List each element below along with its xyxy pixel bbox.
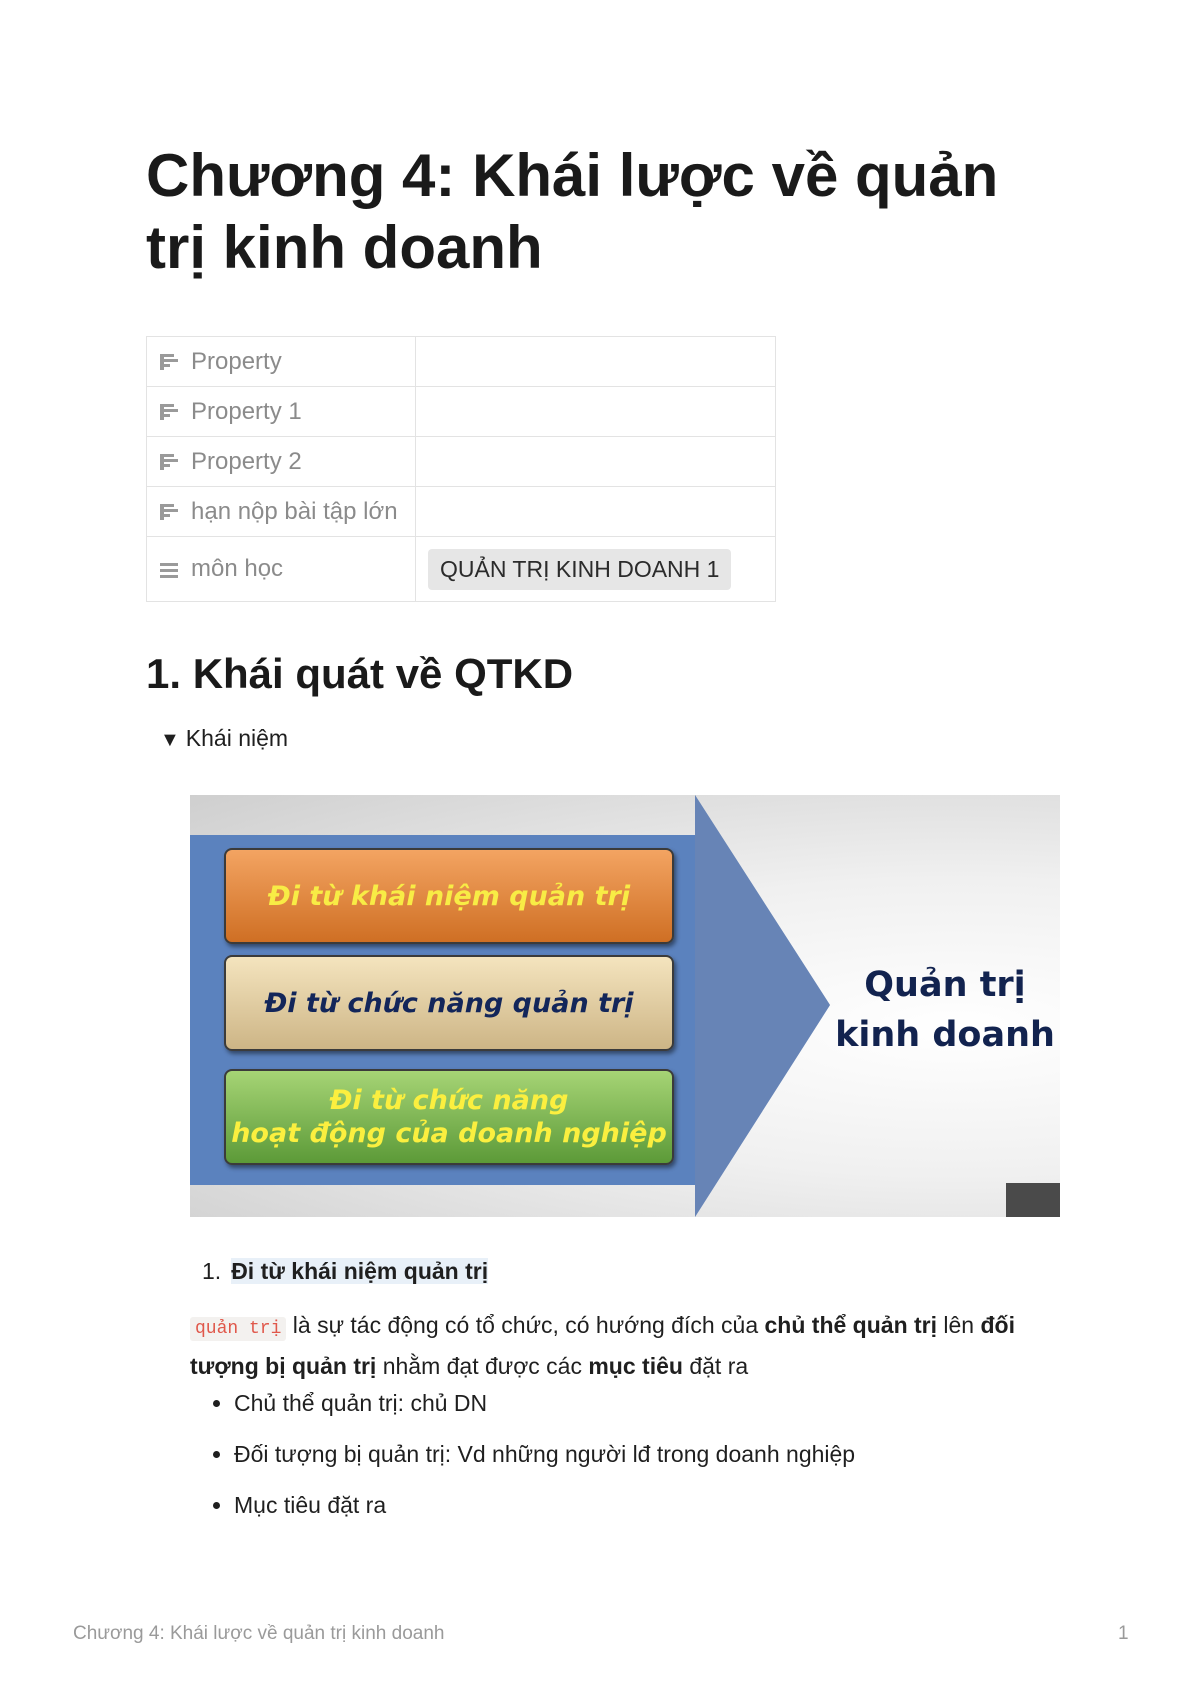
text-property-icon: [159, 452, 179, 472]
properties-table: [146, 336, 776, 602]
toggle-label: Khái niệm: [185, 725, 289, 751]
toggle-block[interactable]: [160, 725, 288, 752]
property-value[interactable]: [416, 387, 776, 437]
text-span: đặt ra: [682, 1353, 749, 1379]
bullet-item: • Đối tượng bị quản trị: Vd những người lđ trong doanh nghiệp: [234, 1429, 855, 1480]
property-row[interactable]: [147, 437, 776, 487]
property-label: Property 1: [191, 397, 302, 425]
page-number: 1: [1118, 1623, 1129, 1644]
bullet-list: [206, 1378, 855, 1531]
property-row[interactable]: [147, 387, 776, 437]
text-property-icon: [159, 402, 179, 422]
inline-code: quản trị: [190, 1317, 286, 1341]
property-value[interactable]: [416, 437, 776, 487]
bold-span: chủ thể quản trị: [764, 1312, 938, 1338]
property-label: Property 2: [191, 447, 302, 475]
property-value[interactable]: [416, 487, 776, 537]
banner-title-line1: Quản trị: [864, 965, 1026, 1005]
property-key: [147, 537, 416, 602]
property-row[interactable]: [147, 337, 776, 387]
property-value[interactable]: [416, 537, 776, 602]
list-number: 1.: [202, 1258, 222, 1284]
bold-span: mục tiêu: [588, 1353, 683, 1379]
footer-title: Chương 4: Khái lược về quản trị kinh doanh: [73, 1623, 445, 1644]
page-title: Chương 4: Khái lược về quản trị kinh doanh: [146, 142, 999, 281]
property-value[interactable]: [416, 337, 776, 387]
bullet-item: • Chủ thể quản trị: chủ DN: [234, 1378, 855, 1429]
bold-span: đối tượng bị quản trị: [190, 1312, 1015, 1379]
text-span: nhằm đạt được các: [376, 1353, 589, 1379]
property-label: môn học: [191, 555, 284, 582]
numbered-list-item: [202, 1258, 488, 1285]
approach-box-management-function: Đi từ chức năng quản trị: [224, 955, 674, 1051]
banner-title: [830, 960, 1060, 1060]
property-key: [147, 337, 416, 387]
text-span: là sự tác động có tổ chức, có hướng đích của: [286, 1312, 765, 1338]
box3-line1: Đi từ chức năng: [329, 1085, 569, 1116]
bullet-item: • Mục tiêu đặt ra: [234, 1480, 855, 1531]
property-label: hạn nộp bài tập lớn: [191, 497, 398, 525]
box3-line2: hoạt động của doanh nghiệp: [231, 1118, 667, 1149]
text-property-icon: [159, 352, 179, 372]
text-property-icon: [159, 502, 179, 522]
concept-diagram-image: [190, 795, 1060, 1217]
toggle-triangle-icon[interactable]: ▼: [160, 729, 180, 751]
property-label: Property: [191, 347, 282, 375]
property-row[interactable]: [147, 537, 776, 602]
list-item-text: Đi từ khái niệm quản trị: [231, 1258, 489, 1284]
section-heading: 1. Khái quát về QTKD: [146, 650, 574, 697]
approach-box-concept: Đi từ khái niệm quản trị: [224, 848, 674, 944]
property-key: [147, 387, 416, 437]
text-span: lên: [937, 1312, 981, 1338]
banner-title-line2: kinh doanh: [835, 1015, 1055, 1055]
approach-box-business-function: [224, 1069, 674, 1165]
list-property-icon: [159, 560, 179, 580]
subject-tag[interactable]: QUẢN TRỊ KINH DOANH 1: [428, 549, 731, 590]
definition-paragraph: [190, 1307, 1070, 1385]
corner-block: [1006, 1183, 1060, 1217]
property-key: [147, 487, 416, 537]
property-row[interactable]: [147, 487, 776, 537]
property-key: [147, 437, 416, 487]
